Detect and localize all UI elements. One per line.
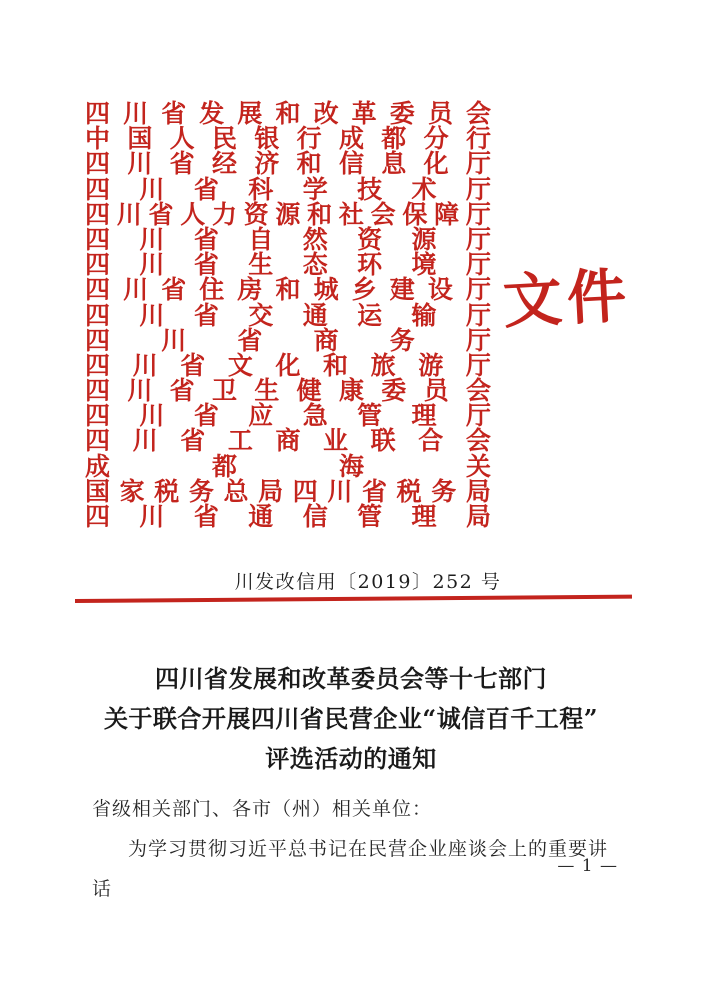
department-char: 会 bbox=[370, 199, 396, 229]
department-char: 旅 bbox=[370, 350, 396, 380]
department-line bbox=[85, 350, 491, 380]
department-char: 信 bbox=[338, 149, 364, 179]
department-line bbox=[85, 401, 491, 431]
department-char: 人 bbox=[180, 199, 206, 229]
department-char: 川 bbox=[139, 401, 165, 431]
department-char: 务 bbox=[389, 325, 415, 355]
department-char: 和 bbox=[275, 275, 301, 305]
department-char: 四 bbox=[85, 174, 111, 204]
department-char: 急 bbox=[302, 401, 328, 431]
department-char: 运 bbox=[357, 300, 383, 330]
department-char: 卫 bbox=[211, 376, 237, 406]
department-char: 川 bbox=[327, 476, 353, 506]
department-char: 业 bbox=[323, 426, 349, 456]
department-char: 四 bbox=[85, 199, 111, 229]
department-char: 四 bbox=[85, 350, 111, 380]
department-char: 资 bbox=[243, 199, 269, 229]
department-char: 改 bbox=[313, 99, 339, 128]
department-char: 省 bbox=[180, 426, 206, 456]
department-char: 四 bbox=[292, 476, 318, 506]
department-char: 息 bbox=[381, 149, 407, 179]
department-char: 保 bbox=[402, 199, 428, 229]
department-char: 厅 bbox=[465, 250, 491, 280]
department-char: 省 bbox=[169, 149, 195, 179]
department-char: 四 bbox=[85, 426, 111, 456]
department-char: 省 bbox=[193, 502, 219, 531]
department-char: 然 bbox=[302, 224, 328, 254]
body-paragraph: 为学习贯彻习近平总书记在民营企业座谈会上的重要讲话 bbox=[92, 838, 609, 900]
department-char: 员 bbox=[427, 99, 453, 128]
department-char: 成 bbox=[85, 451, 111, 481]
department-line bbox=[85, 199, 491, 229]
department-char: 文 bbox=[227, 350, 253, 380]
department-char: 社 bbox=[338, 199, 364, 229]
department-char: 交 bbox=[248, 300, 274, 330]
department-char: 务 bbox=[188, 476, 214, 506]
department-line bbox=[85, 300, 491, 330]
department-char: 省 bbox=[180, 350, 206, 380]
department-char: 健 bbox=[296, 376, 322, 406]
department-char: 四 bbox=[85, 502, 111, 531]
department-char: 省 bbox=[193, 250, 219, 280]
department-char: 建 bbox=[389, 275, 415, 305]
department-char: 分 bbox=[423, 124, 449, 154]
department-char: 四 bbox=[85, 376, 111, 406]
department-char: 局 bbox=[258, 476, 284, 506]
department-char: 省 bbox=[193, 224, 219, 254]
department-char: 省 bbox=[148, 199, 174, 229]
department-char: 学 bbox=[302, 174, 328, 204]
department-char: 境 bbox=[411, 250, 437, 280]
department-char: 行 bbox=[296, 124, 322, 154]
department-char: 银 bbox=[254, 124, 280, 154]
department-char: 输 bbox=[411, 300, 437, 330]
department-char: 游 bbox=[418, 350, 444, 380]
department-char: 济 bbox=[254, 149, 280, 179]
department-char: 民 bbox=[211, 124, 237, 154]
department-char: 四 bbox=[85, 250, 111, 280]
department-char: 和 bbox=[323, 350, 349, 380]
department-char: 房 bbox=[237, 275, 263, 305]
department-char: 乡 bbox=[351, 275, 377, 305]
department-char: 省 bbox=[193, 401, 219, 431]
department-line bbox=[85, 174, 491, 204]
department-char: 厅 bbox=[465, 149, 491, 179]
department-char: 都 bbox=[381, 124, 407, 154]
department-char: 资 bbox=[357, 224, 383, 254]
department-char: 关 bbox=[465, 451, 491, 481]
department-char: 自 bbox=[248, 224, 274, 254]
department-char: 设 bbox=[427, 275, 453, 305]
department-char: 障 bbox=[434, 199, 460, 229]
page-number: — 1 — bbox=[557, 856, 618, 876]
department-char: 和 bbox=[307, 199, 333, 229]
title-line-1: 四川省发展和改革委员会等十七部门 bbox=[155, 664, 547, 693]
department-char: 通 bbox=[248, 502, 274, 531]
department-char: 总 bbox=[223, 476, 249, 506]
department-char: 四 bbox=[85, 275, 111, 305]
department-char: 四 bbox=[85, 325, 111, 355]
department-char: 委 bbox=[381, 376, 407, 406]
department-char: 中 bbox=[85, 124, 111, 154]
salutation: 省级相关部门、各市（州）相关单位： bbox=[92, 798, 433, 820]
department-char: 都 bbox=[211, 451, 237, 481]
department-char: 管 bbox=[357, 502, 383, 531]
department-char: 人 bbox=[169, 124, 195, 154]
document-title bbox=[0, 659, 702, 779]
department-char: 信 bbox=[302, 502, 328, 531]
department-char: 务 bbox=[431, 476, 457, 506]
department-char: 环 bbox=[357, 250, 383, 280]
department-char: 川 bbox=[139, 174, 165, 204]
department-char: 管 bbox=[357, 401, 383, 431]
department-char: 税 bbox=[154, 476, 180, 506]
department-char: 川 bbox=[139, 250, 165, 280]
department-char: 应 bbox=[248, 401, 274, 431]
department-char: 联 bbox=[370, 426, 396, 456]
department-char: 税 bbox=[396, 476, 422, 506]
department-char: 四 bbox=[85, 300, 111, 330]
department-line bbox=[85, 101, 491, 126]
department-line bbox=[85, 275, 491, 305]
department-char: 川 bbox=[139, 224, 165, 254]
department-char: 会 bbox=[465, 376, 491, 406]
department-char: 生 bbox=[254, 376, 280, 406]
department-char: 和 bbox=[275, 99, 301, 128]
department-char: 省 bbox=[362, 476, 388, 506]
department-char: 四 bbox=[85, 99, 111, 128]
department-char: 川 bbox=[139, 300, 165, 330]
department-char: 成 bbox=[338, 124, 364, 154]
department-char: 康 bbox=[338, 376, 364, 406]
department-char: 理 bbox=[411, 401, 437, 431]
doc-type-label: 文件 bbox=[501, 260, 633, 337]
department-char: 厅 bbox=[465, 174, 491, 204]
title-line-3: 评选活动的通知 bbox=[265, 744, 437, 773]
department-char: 省 bbox=[169, 376, 195, 406]
department-char: 川 bbox=[139, 502, 165, 531]
department-line bbox=[85, 504, 491, 529]
department-line bbox=[85, 451, 491, 481]
department-char: 合 bbox=[418, 426, 444, 456]
department-char: 四 bbox=[85, 149, 111, 179]
department-char: 会 bbox=[465, 99, 491, 128]
department-char: 化 bbox=[423, 149, 449, 179]
department-char: 厅 bbox=[465, 275, 491, 305]
department-char: 川 bbox=[123, 275, 149, 305]
department-line bbox=[85, 426, 491, 456]
department-char: 行 bbox=[465, 124, 491, 154]
department-char: 国 bbox=[127, 124, 153, 154]
department-line bbox=[85, 124, 491, 154]
title-line-2: 关于联合开展四川省民营企业“诚信百千工程” bbox=[103, 704, 599, 733]
department-char: 技 bbox=[357, 174, 383, 204]
department-line bbox=[85, 325, 491, 355]
department-line bbox=[85, 476, 491, 506]
department-char: 厅 bbox=[465, 325, 491, 355]
department-char: 和 bbox=[296, 149, 322, 179]
department-char: 省 bbox=[237, 325, 263, 355]
department-char: 局 bbox=[465, 502, 491, 531]
department-char: 源 bbox=[275, 199, 301, 229]
department-char: 川 bbox=[116, 199, 142, 229]
department-char: 员 bbox=[423, 376, 449, 406]
department-char: 理 bbox=[411, 502, 437, 531]
department-char: 商 bbox=[275, 426, 301, 456]
document-body bbox=[92, 789, 614, 909]
department-char: 科 bbox=[248, 174, 274, 204]
department-char: 术 bbox=[411, 174, 437, 204]
department-char: 工 bbox=[227, 426, 253, 456]
department-char: 展 bbox=[237, 99, 263, 128]
department-char: 家 bbox=[119, 476, 145, 506]
department-char: 商 bbox=[313, 325, 339, 355]
department-char: 川 bbox=[132, 350, 158, 380]
department-char: 四 bbox=[85, 224, 111, 254]
department-char: 局 bbox=[465, 476, 491, 506]
department-line bbox=[85, 250, 491, 280]
department-char: 力 bbox=[211, 199, 237, 229]
department-char: 省 bbox=[193, 300, 219, 330]
department-line bbox=[85, 376, 491, 406]
department-char: 省 bbox=[193, 174, 219, 204]
department-char: 住 bbox=[199, 275, 225, 305]
department-char: 省 bbox=[161, 275, 187, 305]
doc-number: 川发改信用〔2019〕252 号 bbox=[234, 571, 502, 593]
department-char: 通 bbox=[302, 300, 328, 330]
department-char: 川 bbox=[123, 99, 149, 128]
department-char: 川 bbox=[127, 149, 153, 179]
department-char: 经 bbox=[211, 149, 237, 179]
department-char: 川 bbox=[132, 426, 158, 456]
department-char: 厅 bbox=[465, 401, 491, 431]
department-char: 川 bbox=[161, 325, 187, 355]
department-char: 海 bbox=[338, 451, 364, 481]
department-char: 省 bbox=[161, 99, 187, 128]
department-char: 厅 bbox=[465, 224, 491, 254]
department-char: 化 bbox=[275, 350, 301, 380]
department-char: 委 bbox=[389, 99, 415, 128]
department-char: 川 bbox=[127, 376, 153, 406]
department-char: 发 bbox=[199, 99, 225, 128]
red-separator-line bbox=[75, 595, 632, 603]
issuing-departments-list bbox=[85, 101, 491, 529]
department-char: 生 bbox=[248, 250, 274, 280]
department-line bbox=[85, 224, 491, 254]
department-char: 厅 bbox=[465, 350, 491, 380]
department-char: 源 bbox=[411, 224, 437, 254]
department-char: 革 bbox=[351, 99, 377, 128]
department-char: 会 bbox=[465, 426, 491, 456]
department-char: 城 bbox=[313, 275, 339, 305]
department-char: 态 bbox=[302, 250, 328, 280]
department-char: 四 bbox=[85, 401, 111, 431]
department-char: 厅 bbox=[465, 199, 491, 229]
department-char: 厅 bbox=[465, 300, 491, 330]
department-char: 国 bbox=[85, 476, 111, 506]
department-line bbox=[85, 149, 491, 179]
